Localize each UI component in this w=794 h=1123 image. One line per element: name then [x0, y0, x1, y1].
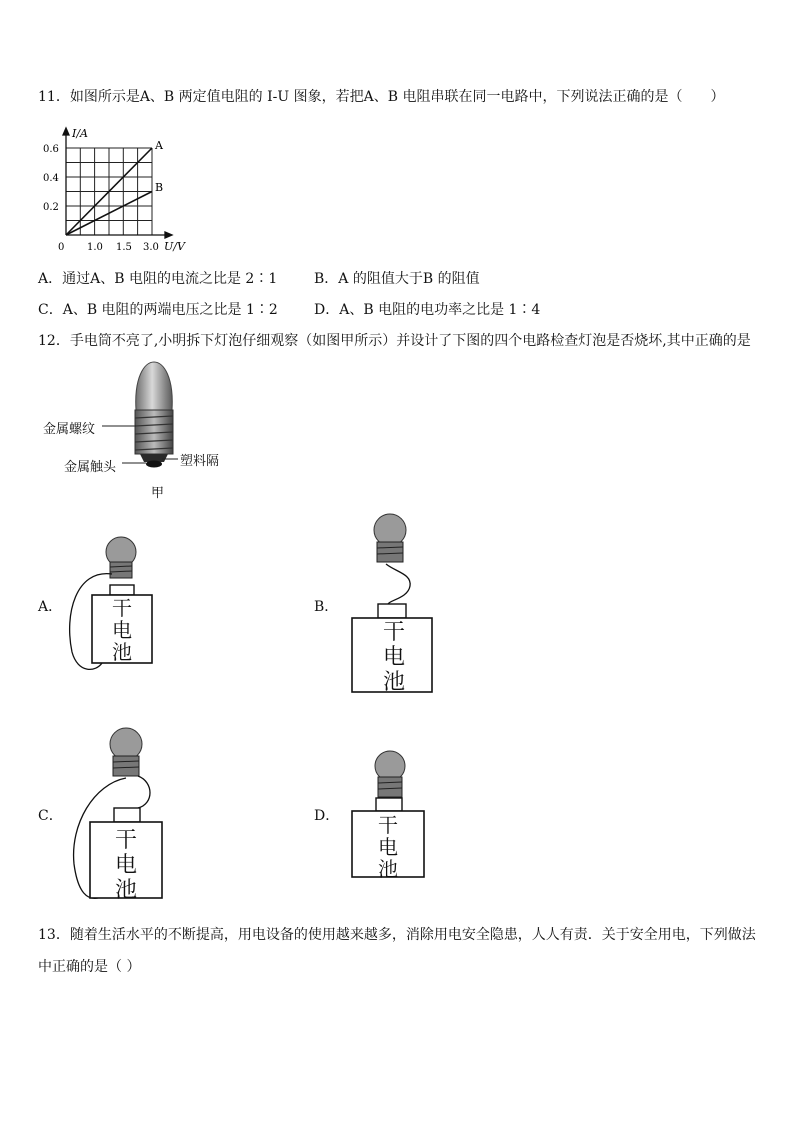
- xtick-1.5: 1.5: [116, 242, 132, 253]
- q12-option-c[interactable]: C．: [38, 808, 63, 824]
- graph-xlabel: U/V: [164, 240, 185, 253]
- xtick-1.0: 1.0: [87, 242, 103, 253]
- iu-graph: [40, 122, 200, 257]
- label-metal-tip: 金属触头: [64, 460, 117, 475]
- q13-stem-line1: 13．随着生活水平的不断提高，用电设备的使用越来越多，消除用电安全隐患，人人有责．关于安全用电，下列做法: [38, 927, 756, 943]
- xtick-3.0: 3.0: [143, 242, 159, 253]
- q11-stem: 11．如图所示是A、B 两定值电阻的 I-U 图象，若把A、B 电阻串联在同一电路中，下列说法正确的是（ ）: [38, 89, 725, 105]
- ytick-0.6: 0.6: [43, 144, 59, 155]
- q13-stem-line2: 中正确的是（ ）: [38, 959, 141, 975]
- line-a-label: A: [155, 139, 163, 152]
- q12-option-b[interactable]: B．: [314, 599, 339, 615]
- battery-b-label: 干 电 池: [382, 620, 405, 695]
- ytick-0.2: 0.2: [43, 202, 59, 213]
- q12-option-a[interactable]: A．: [38, 599, 63, 615]
- graph-origin: 0: [58, 242, 65, 253]
- graph-ylabel: I/A: [72, 127, 88, 140]
- battery-d-label: 干 电 池: [378, 813, 398, 881]
- q11-option-d[interactable]: D．A、B 电阻的电功率之比是 1∶4: [314, 302, 541, 318]
- q11-option-b[interactable]: B．A 的阻值大于B 的阻值: [314, 271, 480, 287]
- battery-a-label: 干 电 池: [112, 596, 132, 664]
- q11-option-a[interactable]: A．通过A、B 电阻的电流之比是 2∶1: [38, 271, 278, 287]
- label-plastic: 塑料隔: [180, 454, 220, 469]
- q12-option-d[interactable]: D．: [314, 808, 340, 824]
- q11-option-c[interactable]: C．A、B 电阻的两端电压之比是 1∶2: [38, 302, 278, 318]
- label-metal-thread: 金属螺纹: [43, 422, 96, 437]
- caption-jia: 甲: [151, 486, 165, 501]
- battery-c-label: 干 电 池: [114, 828, 137, 903]
- line-b-label: B: [155, 181, 164, 194]
- ytick-0.4: 0.4: [43, 173, 59, 184]
- q12-stem: 12．手电筒不亮了,小明拆下灯泡仔细观察（如图甲所示）并设计了下图的四个电路检查灯泡是否烧坏,其中正确的是: [38, 333, 751, 349]
